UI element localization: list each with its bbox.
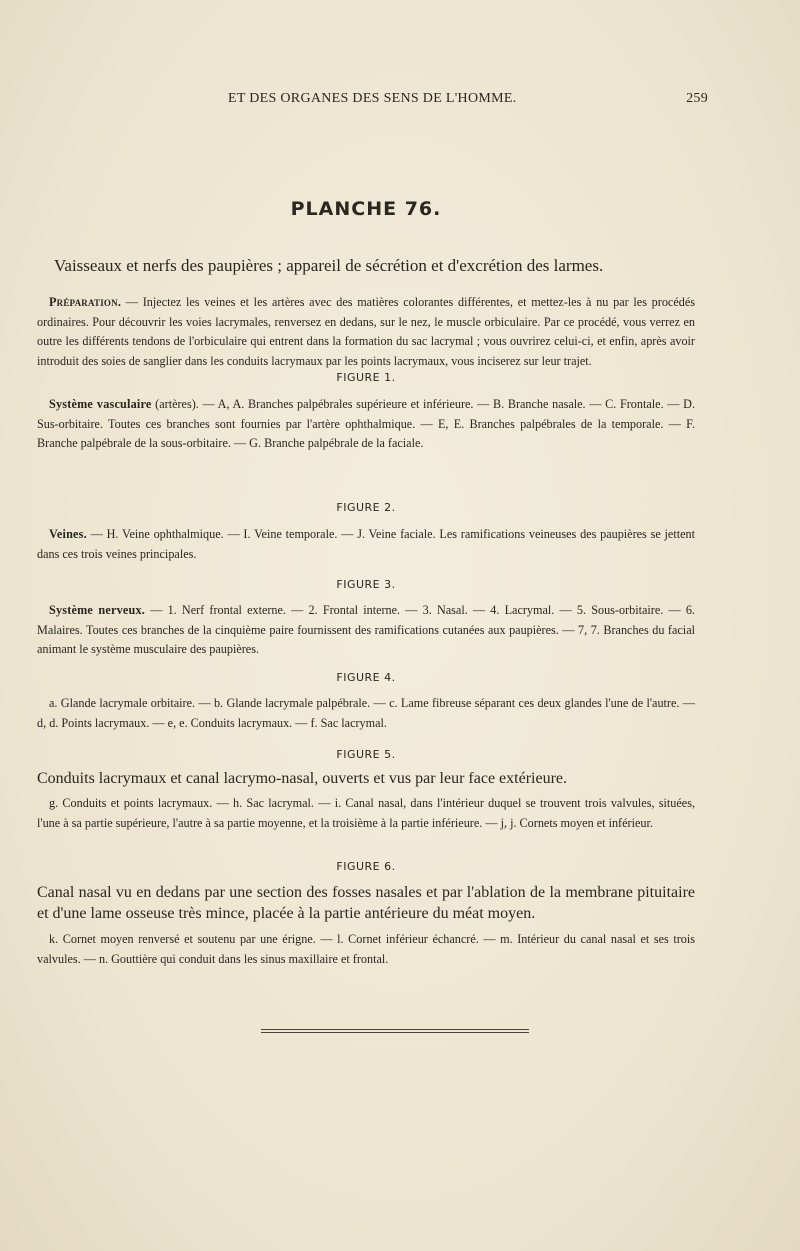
figure-5-block [37, 768, 695, 833]
preparation-text: — Injectez les veines et les artères avec des matières colorantes différentes, et mettez-les à nu par les procédés ordinaires. Pour découvrir les voies lacrymales, renversez en dedans, sur le nez, le muscle orbiculaire. Par ce procédé, vous verrez en outre les différents tendons de l'orbiculaire qui entrent dans la formation du sac lacrymal ; vous ouvrirez celui-ci, et enfin, après avoir introduit des soies de sanglier dans les conduits lacrymaux par les points lacrymaux, vous inciserez sur leur trajet. [37, 295, 695, 368]
running-title: ET DES ORGANES DES SENS DE L'HOMME. [228, 91, 517, 106]
figure-1-text: (artères). — A, A. Branches palpébrales supérieure et inférieure. — B. Branche nasale. — C. Frontale. — D. Sus-orbitaire. Toutes ces branches sont fournies par l'artère ophthalmique. — E, E. Branches palpébrales de la temporale. — F. Branche palpébrale de la sous-orbitaire. — G. Branche palpébrale de la faciale. [37, 397, 695, 451]
figure-6-heading: Canal nasal vu en dedans par une section des fosses nasales et par l'ablation de la membrane pituitaire et d'une lame osseuse très mince, placée à la partie antérieure du méat moyen. [37, 884, 695, 922]
figure-6-label: FIGURE 6. [336, 860, 396, 873]
plate-title: PLANCHE 76. [290, 198, 442, 220]
figure-4-text: a. Glande lacrymale orbitaire. — b. Glande lacrymale palpébrale. — c. Lame fibreuse séparant ces deux glandes l'une de l'autre. — d, d. Points lacrymaux. — e, e. Conduits lacrymaux. — f. Sac lacrymal. [37, 696, 695, 730]
page-number: 259 [686, 91, 708, 106]
plate-subtitle: Vaisseaux et nerfs des paupières ; appareil de sécrétion et d'excrétion des larmes. [54, 256, 604, 275]
figure-6-text: k. Cornet moyen renversé et soutenu par une érigne. — l. Cornet inférieur échancré. — m. Intérieur du canal nasal et ses trois valvules. — n. Gouttière qui conduit dans les sinus maxillaire et frontal. [37, 932, 695, 966]
preparation-lead: Préparation. [49, 295, 122, 309]
figure-3-paragraph [37, 601, 695, 660]
figure-3-label: FIGURE 3. [336, 578, 396, 591]
figure-6-block [37, 882, 695, 969]
figure-1-lead: Système vasculaire [49, 397, 152, 411]
end-rule [261, 1029, 529, 1033]
figure-4-label: FIGURE 4. [336, 671, 396, 684]
preparation-paragraph [37, 293, 695, 371]
figure-5-label: FIGURE 5. [336, 748, 396, 761]
figure-1-label: FIGURE 1. [336, 371, 396, 384]
figure-5-text: g. Conduits et points lacrymaux. — h. Sac lacrymal. — i. Canal nasal, dans l'intérieur duquel se trouvent trois valvules, situées, l'une à sa partie supérieure, l'autre à sa partie moyenne, et la troisième à la partie inférieure. — j, j. Cornets moyen et inférieur. [37, 796, 695, 830]
figure-2-paragraph [37, 525, 695, 564]
figure-3-text: — 1. Nerf frontal externe. — 2. Frontal interne. — 3. Nasal. — 4. Lacrymal. — 5. Sous-orbitaire. — 6. Malaires. Toutes ces branches de la cinquième paire fournissent des ramifications cutanées aux paupières. — 7, 7. Branches du facial animant le système musculaire des paupières. [37, 603, 695, 657]
figure-3-lead: Système nerveux. [49, 603, 146, 617]
figure-4-paragraph [37, 694, 695, 733]
figure-2-text: — H. Veine ophthalmique. — I. Veine temporale. — J. Veine faciale. Les ramifications veineuses des paupières se jettent dans ces trois veines principales. [37, 527, 695, 561]
figure-1-paragraph [37, 395, 695, 454]
figure-2-lead: Veines. [49, 527, 87, 541]
figure-5-heading: Conduits lacrymaux et canal lacrymo-nasal, ouverts et vus par leur face extérieure. [37, 770, 567, 787]
figure-2-label: FIGURE 2. [336, 501, 396, 514]
